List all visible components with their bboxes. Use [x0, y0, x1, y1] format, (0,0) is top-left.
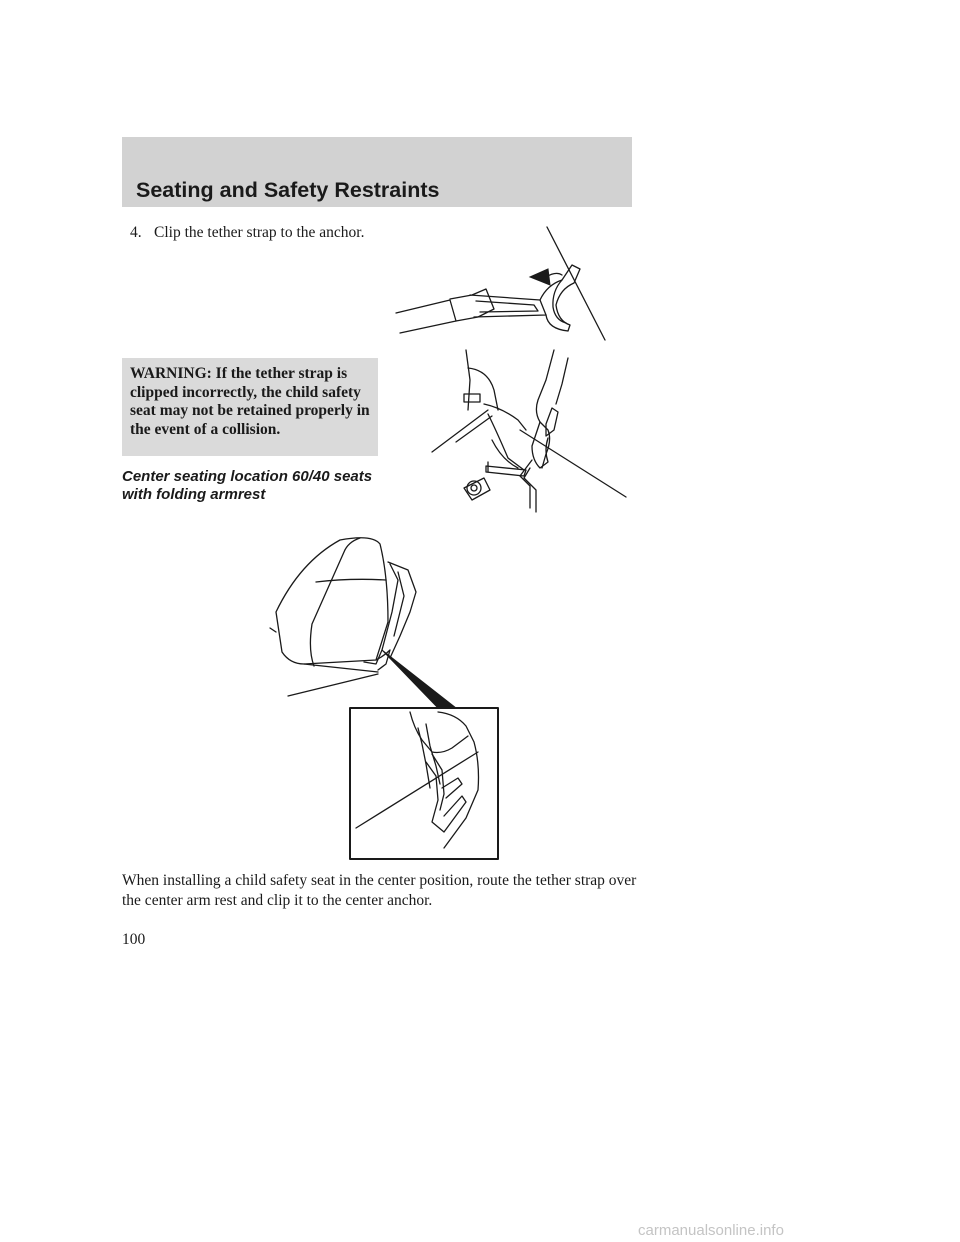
- page-title: Seating and Safety Restraints: [136, 178, 440, 202]
- warning-box: [122, 358, 378, 456]
- watermark: carmanualsonline.info: [638, 1222, 784, 1239]
- anchor-bar-illustration: [428, 350, 633, 520]
- page-number: 100: [122, 931, 146, 948]
- warning-text: WARNING: If the tether strap is clipped incorrectly, the child safety seat may not be retained properly in the event of a collision.: [130, 365, 370, 438]
- step-instruction: [130, 223, 370, 242]
- header-band: [122, 137, 632, 207]
- section-subheading: Center seating location 60/40 seats with folding armrest: [122, 468, 373, 503]
- body-paragraph: When installing a child safety seat in the center position, route the tether strap over the center arm rest and clip it to the center anchor.: [122, 872, 637, 909]
- tether-clip-illustration: [390, 225, 610, 345]
- center-seat-illustration: [260, 532, 520, 862]
- step-number: 4.: [130, 224, 142, 241]
- step-text: Clip the tether strap to the anchor.: [154, 224, 365, 241]
